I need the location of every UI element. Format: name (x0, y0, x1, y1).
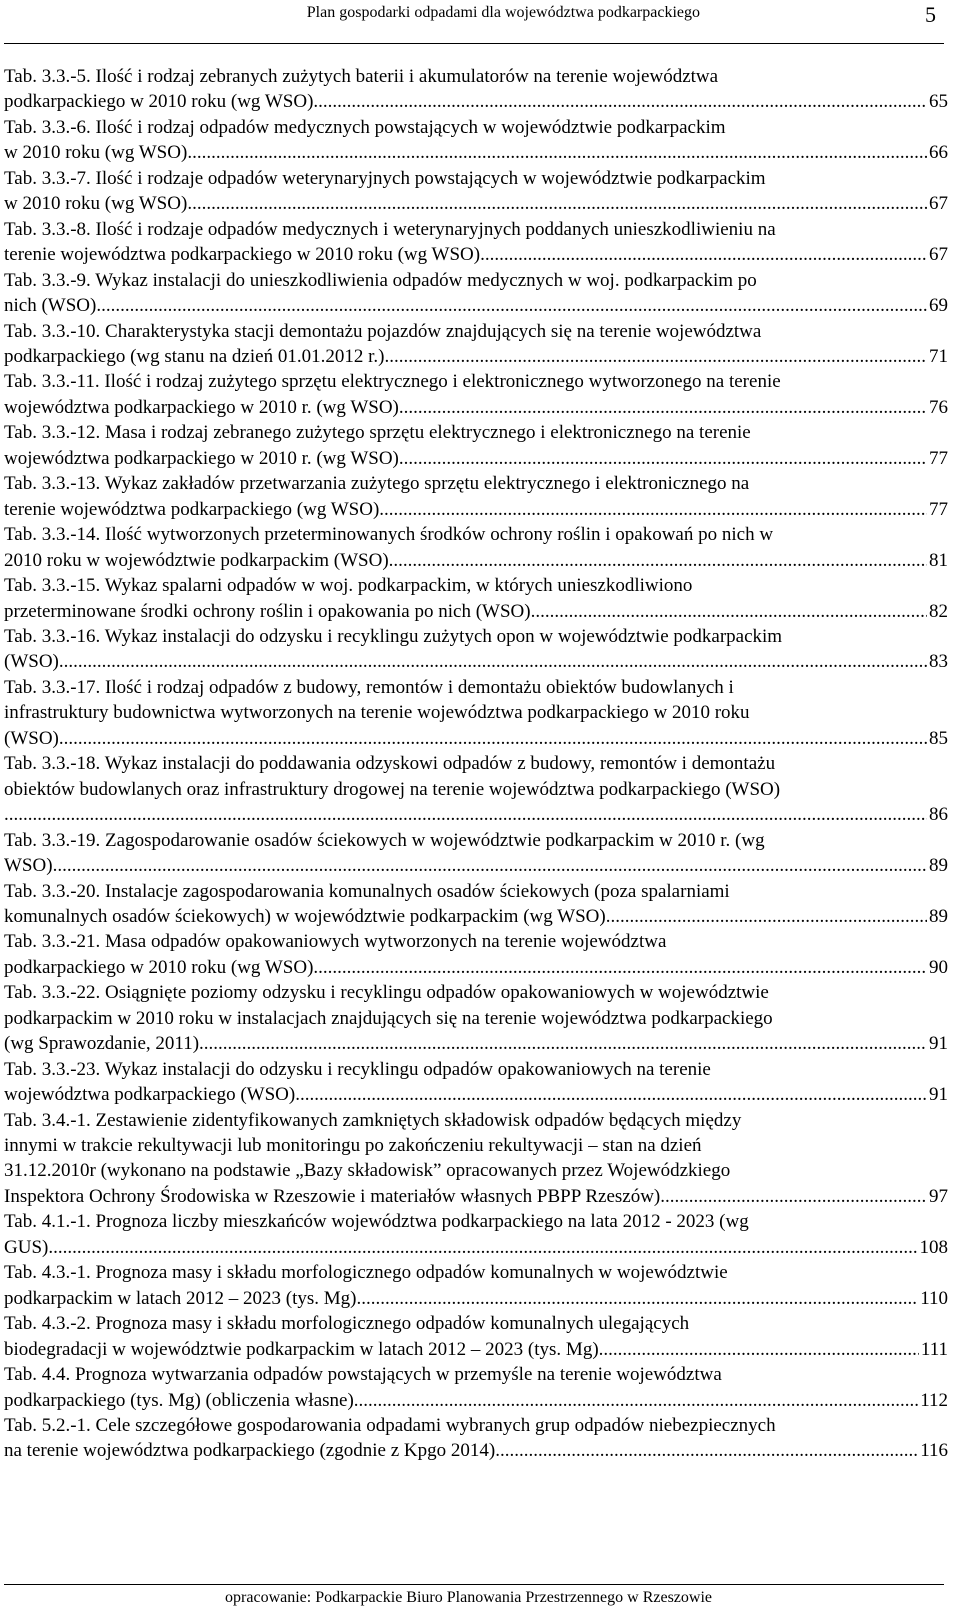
toc-entry[interactable] (4, 115, 948, 166)
toc-entry-last-line (4, 1184, 948, 1209)
toc-entry-line: Tab. 3.3.-11. Ilość i rodzaj zużytego sprzętu elektrycznego i elektronicznego wytworzonego na terenie (4, 371, 781, 393)
toc-page-number: 91 (929, 1084, 948, 1106)
toc-entry-line: Tab. 3.3.-22. Osiągnięte poziomy odzysku i recyklingu odpadów opakowaniowych w województwie (4, 982, 769, 1004)
dot-leader (59, 649, 927, 674)
toc-entry-line: Tab. 4.3.-2. Prognoza masy i składu morfologicznego odpadów komunalnych ulegających (4, 1313, 690, 1335)
toc-entry[interactable] (4, 624, 948, 675)
toc-entry-last-line (4, 446, 948, 471)
toc-page-number: 67 (929, 244, 948, 266)
toc-entry-last-line (4, 1031, 948, 1056)
dot-leader (187, 191, 927, 216)
dot-leader (4, 802, 927, 827)
toc-entry-last-line (4, 1082, 948, 1107)
toc-entry-text: terenie województwa podkarpackiego w 2010 roku (wg WSO) (4, 244, 481, 266)
toc-entry-text: podkarpackiego (wg stanu na dzień 01.01.2012 r.) (4, 345, 385, 367)
toc-entry-last-line (4, 1438, 948, 1463)
toc-entry-line: Tab. 3.3.-23. Wykaz instalacji do odzysku i recyklingu odpadów opakowaniowych na terenie (4, 1058, 711, 1080)
toc-entry-line: podkarpackim w 2010 roku w instalacjach znajdujących się na terenie województwa podkarpackiego (4, 1007, 773, 1029)
dot-leader (59, 726, 927, 751)
toc-page-number: 116 (920, 1440, 948, 1462)
toc-page-number: 90 (929, 956, 948, 978)
toc-entry[interactable] (4, 573, 948, 624)
toc-page-number: 111 (920, 1338, 948, 1360)
toc-entry-line: Tab. 3.3.-10. Charakterystyka stacji demontażu pojazdów znajdujących się na terenie województwa (4, 320, 762, 342)
toc-entry-line: Tab. 4.3.-1. Prognoza masy i składu morfologicznego odpadów komunalnych w województwie (4, 1262, 728, 1284)
toc-entry-text: nich (WSO) (4, 295, 97, 317)
toc-page-number: 69 (929, 295, 948, 317)
dot-leader (199, 1031, 927, 1056)
toc-entry-last-line (4, 191, 948, 216)
dot-leader (313, 89, 927, 114)
toc-page-number: 82 (929, 600, 948, 622)
toc-entry-last-line (4, 89, 948, 114)
dot-leader (356, 1286, 918, 1311)
toc-entry-line: Tab. 3.3.-21. Masa odpadów opakowaniowych wytworzonych na terenie województwa (4, 931, 667, 953)
toc-entry-last-line (4, 344, 948, 369)
toc-page-number: 112 (920, 1389, 948, 1411)
toc-entry-line: Tab. 3.3.-14. Ilość wytworzonych przeterminowanych środków ochrony roślin i opakowań po nich w (4, 524, 774, 546)
toc-entry[interactable] (4, 522, 948, 573)
dot-leader (399, 395, 927, 420)
toc-entry-line: Tab. 3.3.-15. Wykaz spalarni odpadów w woj. podkarpackim, w których unieszkodliwiono (4, 575, 693, 597)
toc-entry[interactable] (4, 166, 948, 217)
toc-entry-last-line (4, 649, 948, 674)
toc-entry-last-line (4, 140, 948, 165)
toc-entry-text: podkarpackiego (tys. Mg) (obliczenia własne) (4, 1389, 354, 1411)
toc-page-number: 76 (929, 396, 948, 418)
header-divider (4, 43, 944, 44)
toc-entry[interactable] (4, 268, 948, 319)
toc-page-number: 110 (920, 1287, 948, 1309)
dot-leader (531, 599, 927, 624)
toc-entry[interactable] (4, 1209, 948, 1260)
footer-credit: opracowanie: Podkarpackie Biuro Planowania Przestrzennego w Rzeszowie (225, 1589, 712, 1606)
toc-entry-line: Tab. 3.3.-8. Ilość i rodzaje odpadów medycznych i weterynaryjnych poddanych unieszkodliwieniu na (4, 218, 776, 240)
dot-leader (495, 1438, 918, 1463)
toc-entry-line: Tab. 3.3.-7. Ilość i rodzaje odpadów weterynaryjnych powstających w województwie podkarpackim (4, 167, 766, 189)
toc-entry-last-line (4, 1235, 948, 1260)
toc-entry-text: biodegradacji w województwie podkarpackim w latach 2012 – 2023 (tys. Mg) (4, 1338, 599, 1360)
toc-entry-last-line (4, 726, 948, 751)
toc-entry-text: w 2010 roku (wg WSO) (4, 193, 188, 215)
toc-entry-text: województwa podkarpackiego (WSO) (4, 1084, 296, 1106)
toc-page-number: 86 (929, 804, 948, 826)
toc-entry-line: Tab. 3.3.-9. Wykaz instalacji do unieszkodliwienia odpadów medycznych w woj. podkarpackim po (4, 269, 757, 291)
dot-leader (660, 1184, 927, 1209)
toc-entry-line: Tab. 3.3.-20. Instalacje zagospodarowania komunalnych osadów ściekowych (poza spalarniami (4, 880, 730, 902)
toc-entry-last-line (4, 497, 948, 522)
toc-page-number: 66 (929, 142, 948, 164)
toc-entry[interactable] (4, 1057, 948, 1108)
toc-entry-last-line (4, 1286, 948, 1311)
footer-divider (4, 1584, 944, 1585)
toc-entry-line: Tab. 3.3.-12. Masa i rodzaj zebranego zużytego sprzętu elektrycznego i elektronicznego na terenie (4, 422, 751, 444)
toc-entry-text: Inspektora Ochrony Środowiska w Rzeszowie i materiałów własnych PBPP Rzeszów) (4, 1185, 661, 1207)
toc-page-number: 77 (929, 447, 948, 469)
toc-entry[interactable] (4, 1311, 948, 1362)
toc-entry-text: terenie województwa podkarpackiego (wg WSO) (4, 498, 380, 520)
toc-entry-text: województwa podkarpackiego w 2010 r. (wg WSO) (4, 396, 399, 418)
toc-entry-text: podkarpackiego w 2010 roku (wg WSO) (4, 956, 314, 978)
toc-page-number: 71 (929, 345, 948, 367)
toc-entry[interactable] (4, 420, 948, 471)
dot-leader (480, 242, 927, 267)
toc-page-number: 67 (929, 193, 948, 215)
toc-entry-line: Tab. 3.4.-1. Zestawienie zidentyfikowanych zamkniętych składowisk odpadów będących między (4, 1109, 742, 1131)
toc-page-number: 108 (919, 1236, 948, 1258)
toc-page-number: 81 (929, 549, 948, 571)
page-header (0, 0, 960, 46)
dot-leader (313, 955, 927, 980)
toc-entry-text: (WSO) (4, 651, 59, 673)
toc-entry-text: podkarpackiego w 2010 roku (wg WSO) (4, 91, 314, 113)
toc-entry[interactable] (4, 1108, 948, 1210)
toc-entry[interactable] (4, 1413, 948, 1464)
toc-entry-text: WSO) (4, 855, 53, 877)
toc-entry-line: Tab. 3.3.-16. Wykaz instalacji do odzysku i recyklingu zużytych opon w województwie podkarpackim (4, 625, 783, 647)
toc-entry[interactable] (4, 828, 948, 879)
page-number: 5 (925, 2, 936, 27)
toc-entry-last-line (4, 1337, 948, 1362)
toc-entry-line: Tab. 3.3.-18. Wykaz instalacji do poddawania odzyskowi odpadów z budowy, remontów i demontażu (4, 753, 776, 775)
dot-leader (389, 548, 927, 573)
toc-entry-text: w 2010 roku (wg WSO) (4, 142, 188, 164)
dot-leader (384, 344, 927, 369)
toc-entry[interactable] (4, 319, 948, 370)
toc-page-number: 89 (929, 905, 948, 927)
toc-page-number: 97 (929, 1185, 948, 1207)
toc-entry[interactable] (4, 1260, 948, 1311)
document-title: Plan gospodarki odpadami dla województwa podkarpackiego (306, 4, 700, 21)
toc-entry-last-line (4, 395, 948, 420)
dot-leader (48, 1235, 917, 1260)
toc-entry-text: komunalnych osadów ściekowych) w województwie podkarpackim (wg WSO) (4, 905, 606, 927)
toc-entry-last-line (4, 955, 948, 980)
toc-entry-text: (WSO) (4, 727, 59, 749)
page-footer (0, 1584, 960, 1617)
toc-entry-line: Tab. 5.2.-1. Cele szczegółowe gospodarowania odpadami wybranych grup odpadów niebezpiecznych (4, 1415, 776, 1437)
toc-entry-line: 31.12.2010r (wykonano na podstawie „Bazy składowisk” opracowanych przez Wojewódzkiego (4, 1160, 731, 1182)
dot-leader (187, 140, 927, 165)
dot-leader (379, 497, 927, 522)
toc-entry-last-line (4, 1388, 948, 1413)
toc-entry-text: podkarpackim w latach 2012 – 2023 (tys. Mg) (4, 1287, 357, 1309)
toc-page-number: 83 (929, 651, 948, 673)
toc-entry[interactable] (4, 64, 948, 115)
toc-entry-line: Tab. 4.4. Prognoza wytwarzania odpadów powstających w przemyśle na terenie województwa (4, 1364, 722, 1386)
toc-entry-line: Tab. 3.3.-17. Ilość i rodzaj odpadów z budowy, remontów i demontażu obiektów budowlanych i (4, 676, 734, 698)
toc-entry[interactable] (4, 879, 948, 930)
toc-page-number: 65 (929, 91, 948, 113)
dot-leader (399, 446, 927, 471)
toc-entry-last-line (4, 242, 948, 267)
toc-entry-last-line (4, 548, 948, 573)
toc-entry-last-line (4, 853, 948, 878)
toc-entry[interactable] (4, 369, 948, 420)
toc-entry-last-line (4, 599, 948, 624)
toc-entry-text: GUS) (4, 1236, 49, 1258)
toc-entry[interactable] (4, 675, 948, 751)
toc-entry[interactable] (4, 471, 948, 522)
toc-entry-line: Tab. 3.3.-5. Ilość i rodzaj zebranych zużytych baterii i akumulatorów na terenie województwa (4, 66, 719, 87)
dot-leader (606, 904, 927, 929)
toc-entry[interactable] (4, 980, 948, 1056)
toc-entry-line: obiektów budowlanych oraz infrastruktury drogowej na terenie województwa podkarpackiego (WSO) (4, 778, 781, 800)
toc-entry-line: Tab. 4.1.-1. Prognoza liczby mieszkańców województwa podkarpackiego na lata 2012 - 2023 (wg (4, 1211, 749, 1233)
toc-entry-text: przeterminowane środki ochrony roślin i opakowania po nich (WSO) (4, 600, 531, 622)
toc-entry-text: na terenie województwa podkarpackiego (zgodnie z Kpgo 2014) (4, 1440, 496, 1462)
dot-leader (295, 1082, 927, 1107)
toc-entry-text: województwa podkarpackiego w 2010 r. (wg WSO) (4, 447, 399, 469)
toc-entry-line: infrastruktury budownictwa wytworzonych na terenie województwa podkarpackiego w 2010 roku (4, 702, 750, 724)
toc-entry[interactable] (4, 751, 948, 827)
toc-page-number: 89 (929, 855, 948, 877)
toc-page-number: 85 (929, 727, 948, 749)
table-of-contents (4, 64, 948, 1464)
toc-entry-last-line (4, 802, 948, 827)
dot-leader (53, 853, 927, 878)
dot-leader (96, 293, 927, 318)
toc-entry-text: (wg Sprawozdanie, 2011) (4, 1033, 200, 1055)
toc-entry-text: 2010 roku w województwie podkarpackim (WSO) (4, 549, 389, 571)
toc-entry-line: Tab. 3.3.-13. Wykaz zakładów przetwarzania zużytego sprzętu elektrycznego i elektronicznego na (4, 473, 750, 495)
toc-entry-line: Tab. 3.3.-6. Ilość i rodzaj odpadów medycznych powstających w województwie podkarpackim (4, 116, 726, 138)
toc-entry[interactable] (4, 217, 948, 268)
toc-entry-last-line (4, 293, 948, 318)
toc-entry-last-line (4, 904, 948, 929)
toc-entry[interactable] (4, 929, 948, 980)
dot-leader (599, 1337, 919, 1362)
toc-entry[interactable] (4, 1362, 948, 1413)
toc-entry-line: Tab. 3.3.-19. Zagospodarowanie osadów ściekowych w województwie podkarpackim w 2010 r. (wg (4, 829, 765, 851)
dot-leader (354, 1388, 918, 1413)
toc-page-number: 91 (929, 1033, 948, 1055)
toc-entry-line: innymi w trakcie rekultywacji lub monitoringu po zakończeniu rekultywacji – stan na dzień (4, 1135, 702, 1157)
toc-page-number: 77 (929, 498, 948, 520)
